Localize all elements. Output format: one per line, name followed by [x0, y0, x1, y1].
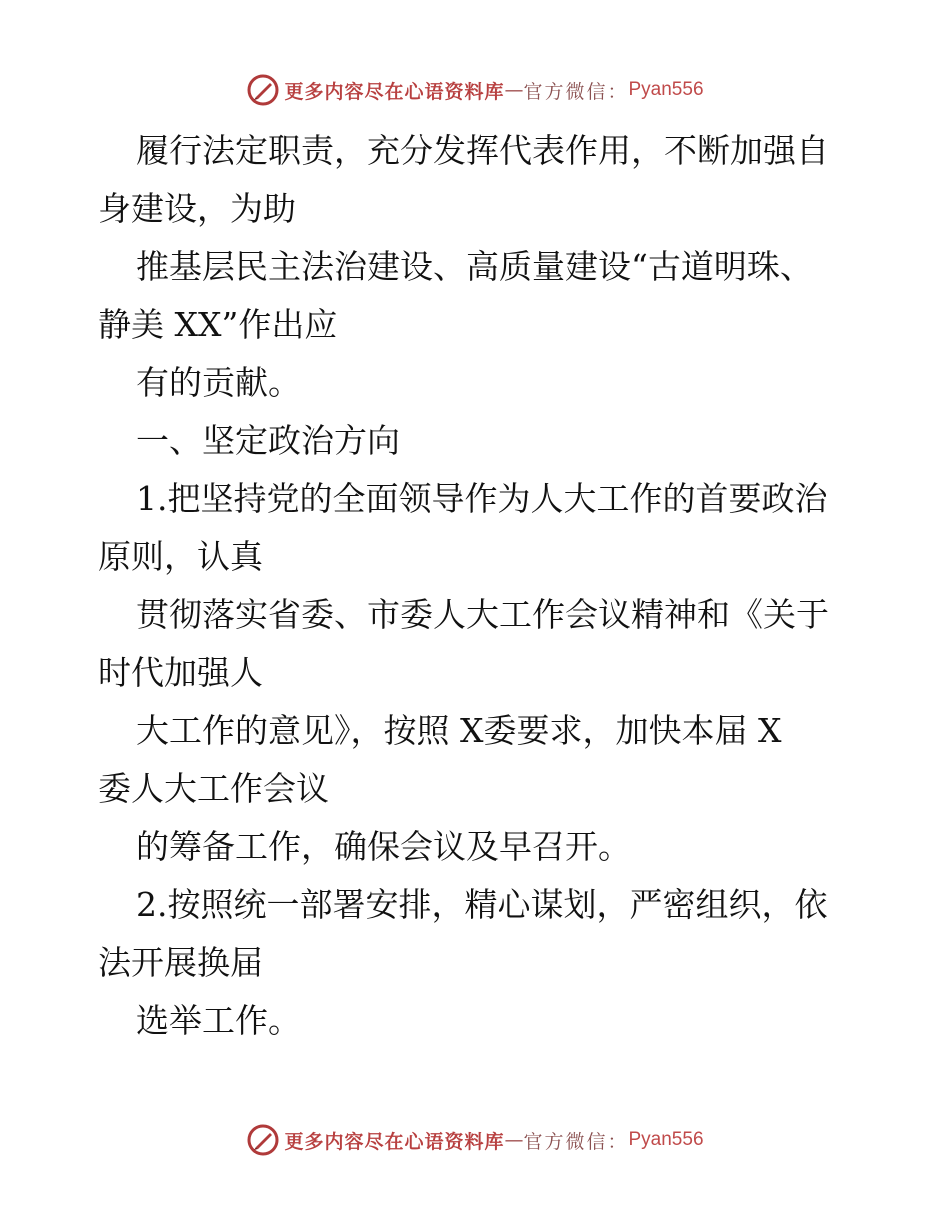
pen-logo-icon [246, 1123, 280, 1157]
paragraph: 推基层民主法治建设、高质量建设“古道明珠、 静美 XX”作出应 [98, 247, 813, 344]
section-heading: 一、坚定政治方向 [136, 421, 400, 460]
paragraph: 1.把坚持党的全面领导作为人大工作的首要政治 原则，认真 [98, 479, 828, 576]
header-watermark [0, 70, 950, 110]
watermark-official-label: 官方微信： [523, 1130, 629, 1153]
pen-logo-icon [246, 73, 280, 107]
watermark-wechat-id: Pyan556 [628, 1129, 704, 1150]
paragraph: 贯彻落实省委、市委人大工作会议精神和《关于 时代加强人 [98, 595, 829, 692]
paragraph: 选举工作。 [136, 1001, 301, 1040]
watermark-separator: — [504, 1129, 524, 1151]
watermark-official-label: 官方微信： [523, 80, 629, 103]
paragraph: 大工作的意见》，按照 X委要求，加快本届 X 委人大工作会议 [98, 711, 782, 808]
watermark-main-text: 更多内容尽在心语资料库 [284, 1130, 505, 1153]
paragraph: 履行法定职责，充分发挥代表作用，不断加强自 身建设，为助 [98, 131, 829, 228]
paragraph: 有的贡献。 [136, 363, 301, 402]
footer-watermark [0, 1120, 950, 1160]
paragraph: 的筹备工作，确保会议及早召开。 [136, 827, 631, 866]
watermark-separator: — [504, 79, 524, 101]
watermark-wechat-id: Pyan556 [628, 79, 704, 100]
watermark-main-text: 更多内容尽在心语资料库 [284, 80, 505, 103]
paragraph: 2.按照统一部署安排，精心谋划，严密组织，依 法开展换届 [98, 885, 828, 982]
document-body [98, 122, 858, 1050]
